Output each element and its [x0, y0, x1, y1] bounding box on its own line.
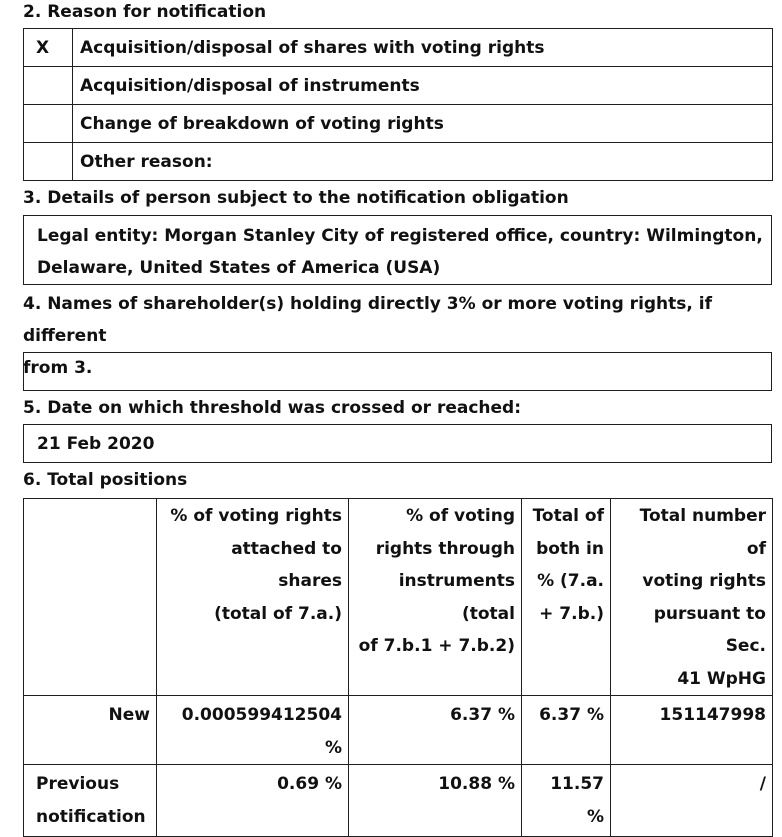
previous-count-value: /: [611, 765, 773, 837]
section-4-title-line-2: from 3.: [23, 358, 93, 378]
header-instruments-line: rights through: [375, 538, 515, 559]
new-total-value: 6.37 %: [522, 696, 611, 765]
legal-entity-line-2: Delaware, United States of America (USA): [37, 258, 441, 278]
reason-label-cell: Other reason:: [73, 143, 773, 181]
threshold-date-value: 21 Feb 2020: [37, 434, 155, 454]
legal-entity-line-1: Legal entity: Morgan Stanley City of registered office, country: Wilmington,: [37, 226, 763, 246]
new-count-value: 151147998: [611, 696, 773, 765]
positions-header-row: [24, 499, 773, 696]
legal-entity-box: [23, 215, 772, 285]
section-6-title: 6. Total positions: [23, 470, 188, 490]
header-shares-line: % of voting rights: [170, 506, 342, 526]
header-count-line: 41 WpHG: [677, 668, 766, 689]
reason-row: [24, 67, 773, 105]
section-2-title: 2. Reason for notification: [23, 2, 267, 22]
positions-previous-row: [24, 765, 773, 837]
reason-row: [24, 143, 773, 181]
header-count-cell: [611, 499, 773, 696]
header-count-line: pursuant to Sec.: [653, 603, 766, 656]
positions-new-row: [24, 696, 773, 765]
total-positions-table: [23, 498, 773, 837]
reason-label-cell: Acquisition/disposal of instruments: [73, 67, 773, 105]
reason-label-cell: Acquisition/disposal of shares with voting rights: [73, 29, 773, 67]
reason-row: [24, 105, 773, 143]
previous-instruments-value: 10.88 %: [349, 765, 522, 837]
new-row-label: New: [24, 696, 157, 765]
header-empty-cell: [24, 499, 157, 696]
header-shares-line: attached to shares: [231, 538, 342, 591]
header-count-line: Total number of: [639, 506, 766, 559]
reason-label-cell: Change of breakdown of voting rights: [73, 105, 773, 143]
reason-mark-cell: X: [24, 29, 73, 67]
reason-mark-cell: [24, 143, 73, 181]
previous-row-label: [24, 765, 157, 837]
reason-table: [23, 28, 773, 181]
section-3-title: 3. Details of person subject to the notification obligation: [23, 188, 569, 208]
section-4-title-line-1: 4. Names of shareholder(s) holding directly 3% or more voting rights, if different: [23, 294, 713, 346]
header-shares-line: (total of 7.a.): [214, 603, 342, 624]
header-shares-cell: [157, 499, 349, 696]
header-total-line: % (7.a.: [537, 571, 604, 591]
previous-label-line-1: Previous: [36, 774, 120, 794]
reason-mark-cell: [24, 67, 73, 105]
header-instruments-line: of 7.b.1 + 7.b.2): [358, 636, 515, 656]
header-total-cell: [522, 499, 611, 696]
new-shares-value: 0.000599412504 %: [157, 696, 349, 765]
previous-label-line-2: notification: [36, 806, 146, 827]
reason-row: [24, 29, 773, 67]
header-instruments-line: % of voting: [406, 506, 515, 526]
header-total-line: both in: [536, 538, 604, 559]
header-total-line: Total of: [532, 506, 604, 526]
shareholder-names-box: [23, 352, 772, 391]
header-instruments-line: instruments (total: [398, 571, 515, 624]
new-instruments-value: 6.37 %: [349, 696, 522, 765]
section-5-title: 5. Date on which threshold was crossed or reached:: [23, 398, 522, 418]
header-count-line: voting rights: [642, 571, 766, 591]
reason-mark-cell: [24, 105, 73, 143]
previous-shares-value: 0.69 %: [157, 765, 349, 837]
header-total-line: + 7.b.): [539, 603, 604, 624]
header-instruments-cell: [349, 499, 522, 696]
previous-total-value: 11.57 %: [522, 765, 611, 837]
threshold-date-box: [23, 424, 772, 463]
